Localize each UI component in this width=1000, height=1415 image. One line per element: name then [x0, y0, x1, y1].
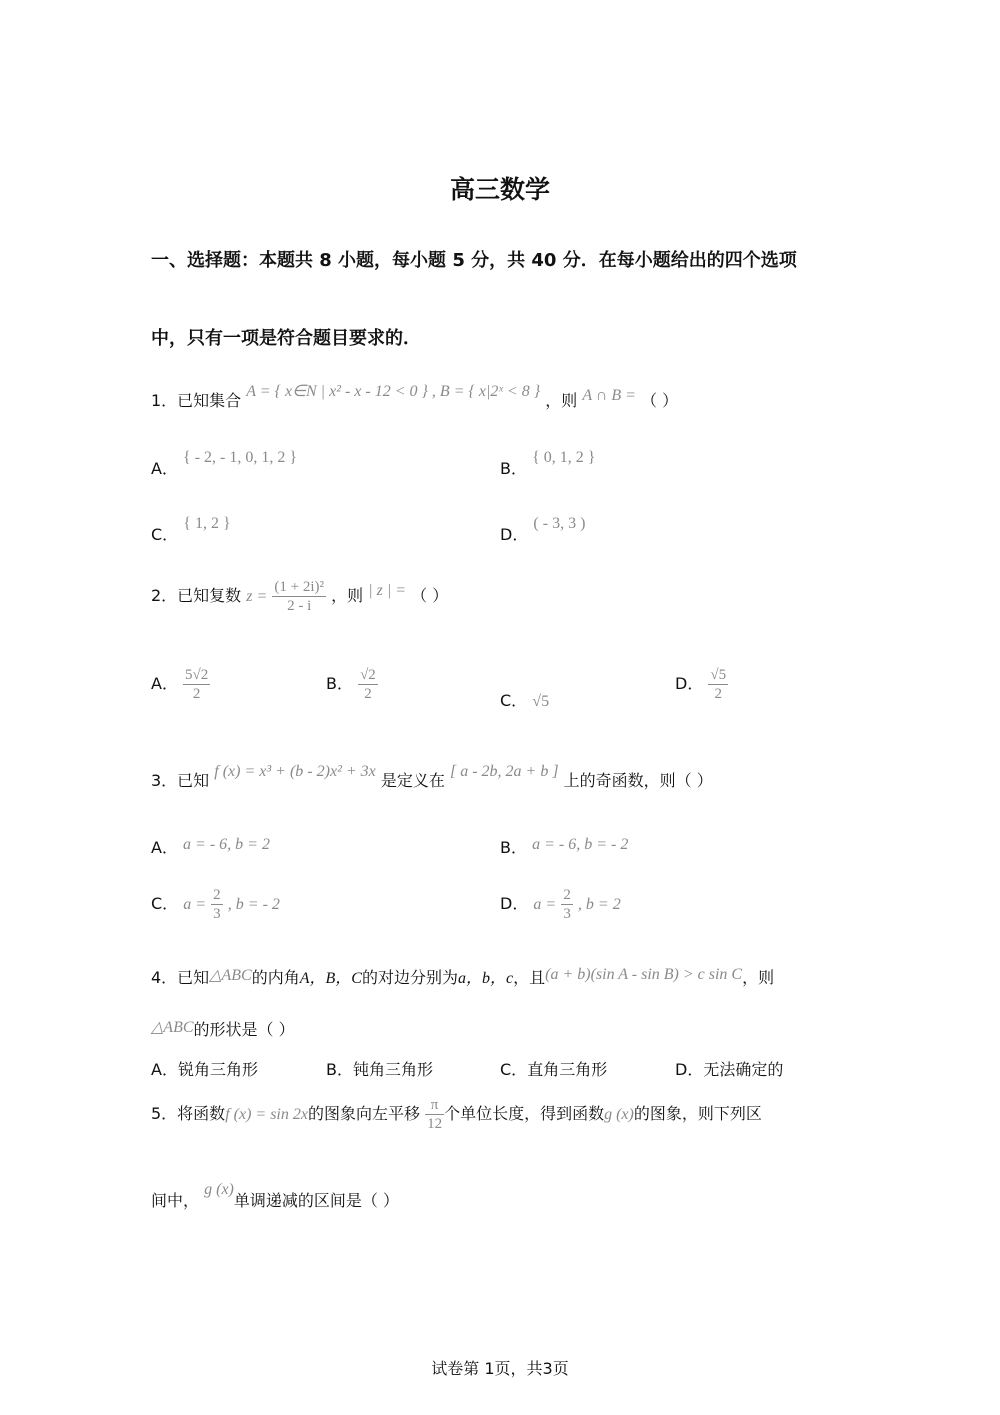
question-3 [151, 763, 713, 791]
q5-suffix: 的图象，则下列区 [633, 1104, 762, 1123]
q4-option-d[interactable] [675, 1057, 783, 1080]
option-math: { 1, 2 } [183, 515, 231, 532]
page-title: 高三数学 [449, 175, 550, 204]
option-math-pre: a = [183, 896, 207, 913]
numerator: √2 [360, 667, 376, 683]
section-heading-line1: 一、选择题：本题共 8 小题，每小题 5 分，共 40 分．在每小题给出的四个选项 [151, 250, 797, 271]
option-label: A． [151, 1060, 178, 1079]
option-text: 锐角三角形 [177, 1060, 258, 1079]
option-text: 钝角三角形 [352, 1060, 433, 1079]
denominator: 2 [364, 686, 372, 702]
option-fraction [708, 666, 728, 703]
option-label: A． [151, 459, 178, 478]
numerator: √5 [710, 667, 727, 683]
option-fraction [183, 666, 210, 703]
option-math-pre: a = [533, 896, 557, 913]
q2-numerator: (1 + 2i)² [274, 579, 325, 595]
q4-mid: 的内角 [251, 968, 300, 987]
option-math: a = - 6, b = 2 [183, 836, 270, 853]
q1-option-c[interactable] [151, 515, 231, 545]
q2-denominator: 2 - i [287, 598, 312, 614]
option-label: C． [500, 691, 528, 710]
option-fraction [358, 666, 378, 703]
option-label: D． [675, 674, 704, 693]
option-label: D． [675, 1060, 704, 1079]
q1-intersection-formula: A ∩ B = [582, 387, 636, 404]
q5-line2-prefix: 间中， [151, 1191, 200, 1210]
q2-option-a[interactable] [151, 666, 210, 703]
q4-mid3: ，且 [513, 968, 546, 987]
option-label: C． [151, 525, 179, 544]
q3-interval: [ a - 2b, 2a + b ] [449, 763, 559, 780]
question-2 [151, 578, 448, 615]
q3-function-formula: f (x) = x³ + (b - 2)x² + 3x [214, 763, 376, 780]
q4-option-a[interactable] [151, 1057, 258, 1080]
option-label: A． [151, 838, 178, 857]
denominator: 3 [563, 906, 571, 922]
q3-option-b[interactable] [500, 835, 628, 858]
q5-prefix: 5．将函数 [151, 1104, 226, 1123]
numerator: π [425, 1096, 444, 1115]
question-5 [151, 1096, 762, 1133]
option-math-post: , b = 2 [577, 896, 621, 913]
option-label: B． [326, 674, 353, 693]
option-math-post: , b = - 2 [227, 896, 280, 913]
denominator: 12 [427, 1116, 443, 1132]
q4-inequality: (a + b)(sin A - sin B) > c sin C [545, 966, 743, 983]
option-fraction [211, 886, 223, 923]
q5-function: f (x) = sin 2x [225, 1106, 308, 1123]
q3-option-a[interactable] [151, 835, 270, 858]
option-label: B． [500, 838, 527, 857]
q2-mid: ，则 [331, 586, 364, 605]
q5-g-function: g (x) [604, 1106, 634, 1123]
q2-option-d[interactable] [675, 666, 728, 703]
q3-option-d[interactable] [500, 886, 621, 923]
question-1 [151, 383, 679, 411]
option-label: B． [500, 459, 527, 478]
q1-option-b[interactable] [500, 449, 596, 479]
option-fraction [561, 886, 573, 923]
numerator: 5√2 [185, 667, 209, 683]
q1-mid: ，则 [545, 391, 578, 410]
question-4-line2 [151, 1017, 295, 1040]
option-text: 直角三角形 [527, 1060, 608, 1079]
q2-prefix: 2．已知复数 [151, 586, 242, 605]
q3-mid: 是定义在 [380, 771, 445, 790]
q4-option-b[interactable] [326, 1057, 433, 1080]
q4-line2-text: 的形状是（ ） [193, 1020, 295, 1039]
option-text: 无法确定的 [703, 1060, 784, 1079]
q2-fraction [272, 578, 326, 615]
q4-triangle: △ABC [209, 967, 252, 984]
section-heading-line2: 中，只有一项是符合题目要求的． [151, 328, 421, 349]
q5-mid: 的图象向左平移 [307, 1104, 420, 1123]
option-math: { 0, 1, 2 } [532, 449, 596, 466]
option-math: a = - 6, b = - 2 [532, 836, 629, 853]
q3-prefix: 3．已知 [151, 771, 210, 790]
numerator: 2 [213, 887, 221, 903]
q4-suffix: ，则 [742, 968, 775, 987]
option-label: C． [151, 894, 179, 913]
option-label: D． [500, 894, 529, 913]
denominator: 3 [213, 906, 221, 922]
q2-abs: | z | = [368, 582, 407, 599]
option-label: A． [151, 674, 178, 693]
option-math: { - 2, - 1, 0, 1, 2 } [183, 449, 298, 466]
page-footer: 试卷第 1页，共3页 [431, 1359, 569, 1378]
q1-prefix: 1．已知集合 [151, 391, 242, 410]
q4-prefix: 4．已知 [151, 968, 210, 987]
question-4 [151, 965, 774, 988]
q1-suffix: （ ） [641, 391, 679, 410]
q4-triangle-2: △ABC [151, 1019, 194, 1036]
option-label: D． [500, 525, 529, 544]
option-label: C． [500, 1060, 528, 1079]
q5-line2-math: g (x) [204, 1181, 234, 1198]
question-5-line2 [151, 1181, 399, 1211]
q1-option-d[interactable] [500, 515, 586, 545]
q2-option-c[interactable] [500, 688, 549, 711]
q5-fraction [425, 1096, 444, 1133]
q4-option-c[interactable] [500, 1057, 607, 1080]
q2-suffix: （ ） [411, 586, 449, 605]
q1-sets-formula: A = { x∈N | x² - x - 12 < 0 } , B = { x|2ˣ < 8 } [246, 383, 541, 400]
q3-suffix: 上的奇函数，则（ ） [563, 771, 713, 790]
option-math: ( - 3, 3 ) [533, 515, 586, 532]
q4-mid2: 的对边分别为 [361, 968, 458, 987]
q2-z: z = [246, 588, 268, 605]
q5-line2-suffix: 单调递减的区间是（ ） [233, 1191, 399, 1210]
q5-mid2: 个单位长度，得到函数 [444, 1104, 605, 1123]
q4-angles: A，B，C [299, 970, 362, 987]
q3-option-c[interactable] [151, 886, 280, 923]
denominator: 2 [714, 686, 723, 702]
q4-sides: a，b，c [457, 970, 514, 987]
denominator: 2 [192, 686, 201, 702]
q1-option-a[interactable] [151, 449, 298, 479]
option-label: B． [326, 1060, 353, 1079]
numerator: 2 [563, 887, 571, 903]
q2-option-b[interactable] [326, 666, 378, 703]
option-math: √5 [532, 693, 550, 710]
